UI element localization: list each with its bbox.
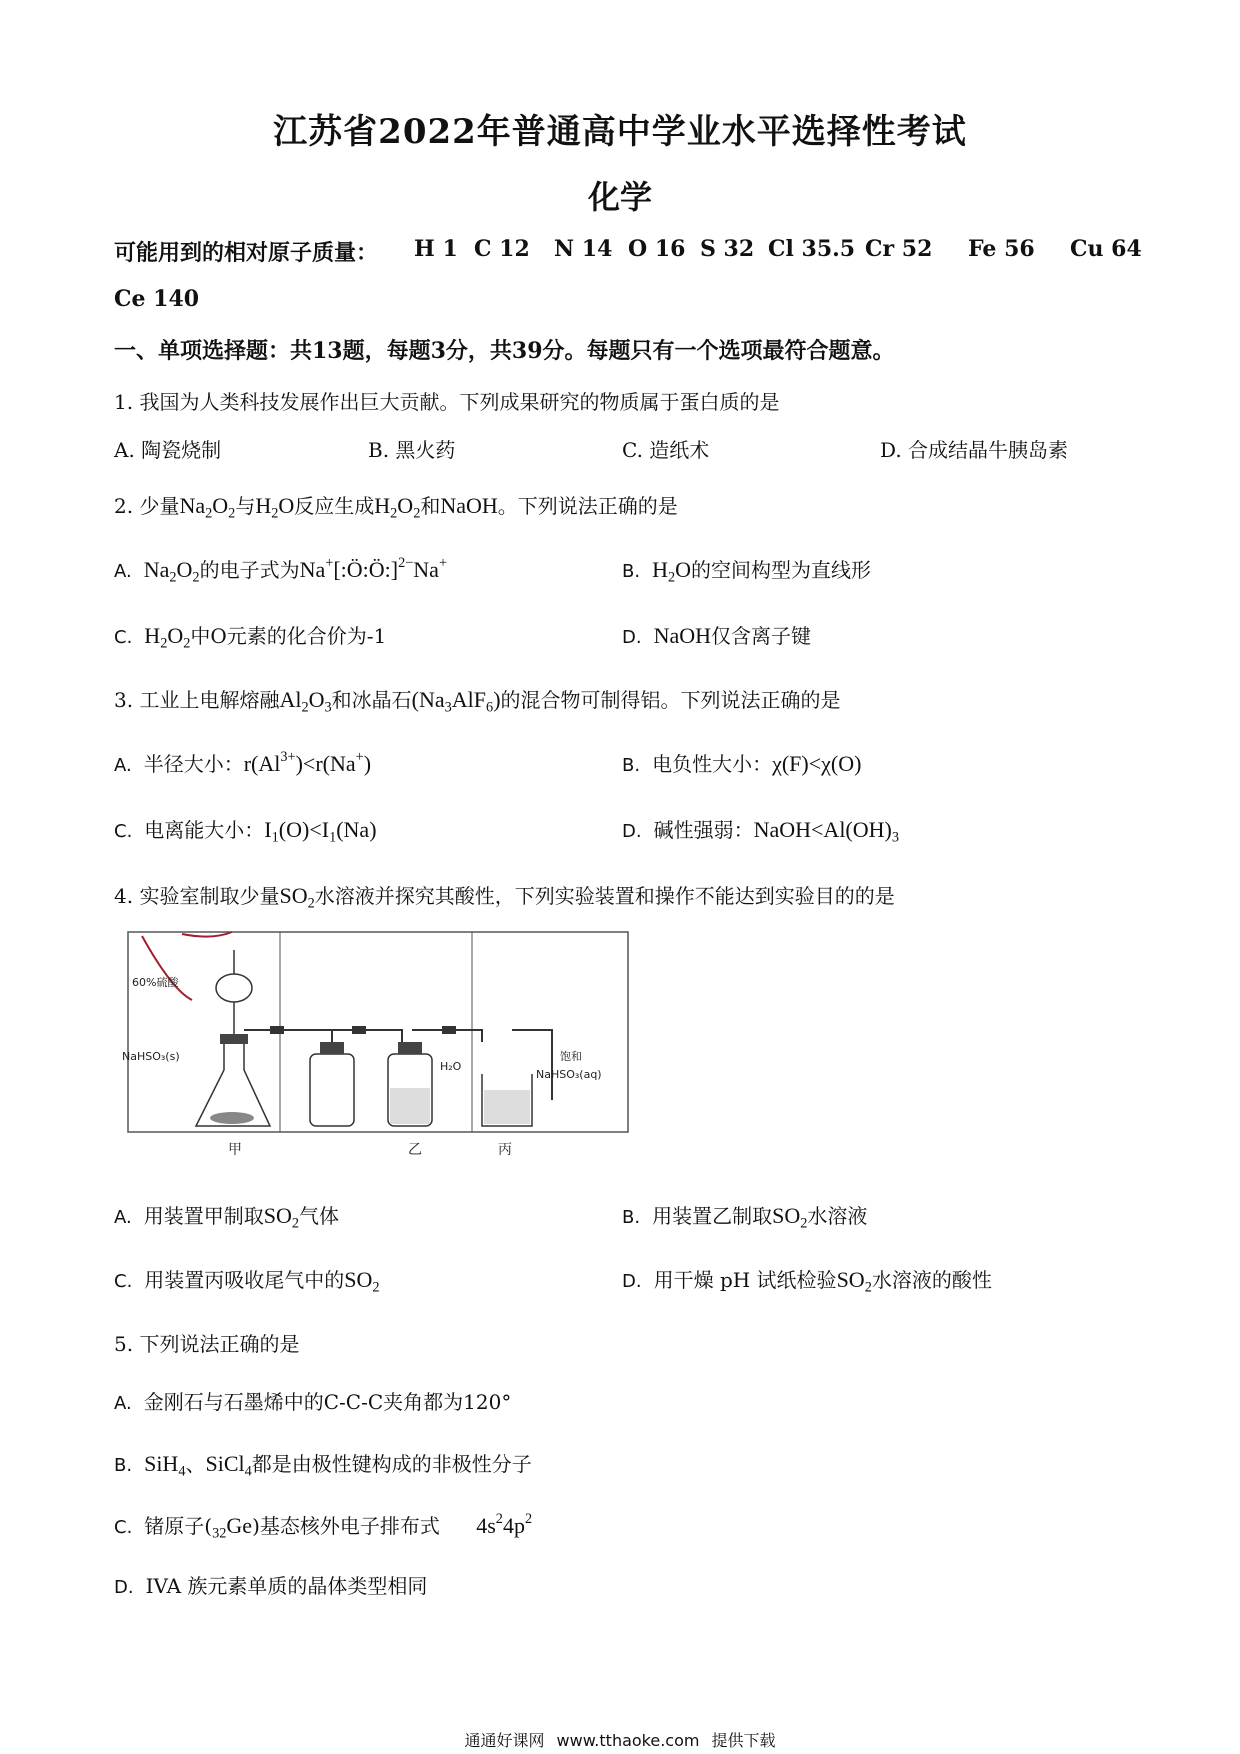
footer-site: 通通好课网 xyxy=(464,1731,545,1750)
footer-tail: 提供下载 xyxy=(711,1731,776,1750)
q2-option-c: C. $H_2O_2$中O元素的化合价为-1 xyxy=(114,623,387,652)
question-3-stem: 3. 工业上电解熔融$Al_2O_3$和冰晶石$(Na_3AlF_6)$的混合物可制得铝。下列说法正确的是 xyxy=(114,687,841,716)
q4-option-d: D. 用干燥 pH 试纸检验$SO_2$水溶液的酸性 xyxy=(622,1267,992,1296)
label-yi: 乙 xyxy=(408,1142,422,1158)
mass-item: Fe 56 xyxy=(968,236,1035,262)
mass-item: Cu 64 xyxy=(1070,236,1142,262)
q3-option-d: D. 碱性强弱：$NaOH<Al(OH)_3$ xyxy=(622,817,900,846)
mass-item: Cr 52 xyxy=(865,236,933,262)
q2-option-b: B. $H_2O$的空间构型为直线形 xyxy=(622,557,872,586)
q5-option-a: A. 金刚石与石墨烯中的C-C-C夹角都为120° xyxy=(114,1390,512,1414)
label-saturated: 饱和 xyxy=(560,1050,582,1063)
mass-item: O 16 xyxy=(628,236,686,262)
mass-item: N 14 xyxy=(554,236,613,262)
footer-url[interactable]: www.tthaoke.com xyxy=(556,1731,700,1750)
q4-option-c: C. 用装置丙吸收尾气中的$SO_2$ xyxy=(114,1267,380,1296)
masses-label: 可能用到的相对原子质量： xyxy=(114,240,379,266)
q2-option-a: A. $Na_2O_2$的电子式为Na+[:Ö:Ö:]$^{2-}$Na+ xyxy=(114,555,448,586)
question-1-stem: 1. 我国为人类科技发展作出巨大贡献。下列成果研究的物质属于蛋白质的是 xyxy=(114,390,780,414)
q1-option-c: C. 造纸术 xyxy=(622,438,710,462)
label-solid: NaHSO₃(s) xyxy=(122,1050,180,1063)
page-footer xyxy=(0,1728,1240,1751)
label-solution: NaHSO₃(aq) xyxy=(536,1068,602,1081)
label-acid: 60%硫酸 xyxy=(132,976,179,989)
q4-option-a: A. 用装置甲制取$SO_2$气体 xyxy=(114,1203,339,1232)
q4-option-b: B. 用装置乙制取$SO_2$水溶液 xyxy=(622,1203,868,1232)
mass-item: S 32 xyxy=(700,236,755,262)
q1-option-d: D. 合成结晶牛胰岛素 xyxy=(880,438,1069,462)
q5-option-d: D. IVA 族元素单质的晶体类型相同 xyxy=(114,1574,428,1598)
label-bing: 丙 xyxy=(498,1142,512,1158)
label-water: H₂O xyxy=(440,1060,462,1073)
q3-option-a: A. 半径大小：$r(Al^{3+})<r(Na^+)$ xyxy=(114,749,372,776)
q3-option-c: C. 电离能大小：$I_1(O)<I_1(Na)$ xyxy=(114,817,377,846)
question-5-stem: 5. 下列说法正确的是 xyxy=(114,1332,300,1356)
label-jia: 甲 xyxy=(228,1142,242,1158)
mass-item: Ce 140 xyxy=(114,286,200,312)
exam-subject: 化学 xyxy=(587,178,652,216)
mass-item: C 12 xyxy=(474,236,530,262)
q1-option-b: B. 黑火药 xyxy=(368,438,456,462)
mass-item: Cl 35.5 xyxy=(768,236,856,262)
question-2-stem: 2. 少量$Na_2O_2$与$H_2O$反应生成$H_2O_2$和NaOH。下列说法正确的是 xyxy=(114,493,678,522)
apparatus-figure xyxy=(112,930,632,1170)
question-4-stem: 4. 实验室制取少量$SO_2$水溶液并探究其酸性，下列实验装置和操作不能达到实验目的的是 xyxy=(114,883,895,912)
q5-option-b: B. SiH$_4$、SiCl$_4$都是由极性键构成的非极性分子 xyxy=(114,1451,532,1480)
mass-item: H 1 xyxy=(414,236,458,262)
q5-option-c: C. 锗原子$(_{32}Ge)$基态核外电子排布式 $4s^24p^2$ xyxy=(114,1511,533,1542)
q2-option-d: D. NaOH仅含离子键 xyxy=(622,623,812,648)
exam-title: 江苏省2022年普通高中学业水平选择性考试 xyxy=(273,112,967,152)
q3-option-b: B. 电负性大小：χ(F)<χ(O) xyxy=(622,751,862,776)
section-heading: 一、单项选择题：共13题，每题3分，共39分。每题只有一个选项最符合题意。 xyxy=(114,338,895,364)
q1-option-a: A. 陶瓷烧制 xyxy=(114,438,222,462)
